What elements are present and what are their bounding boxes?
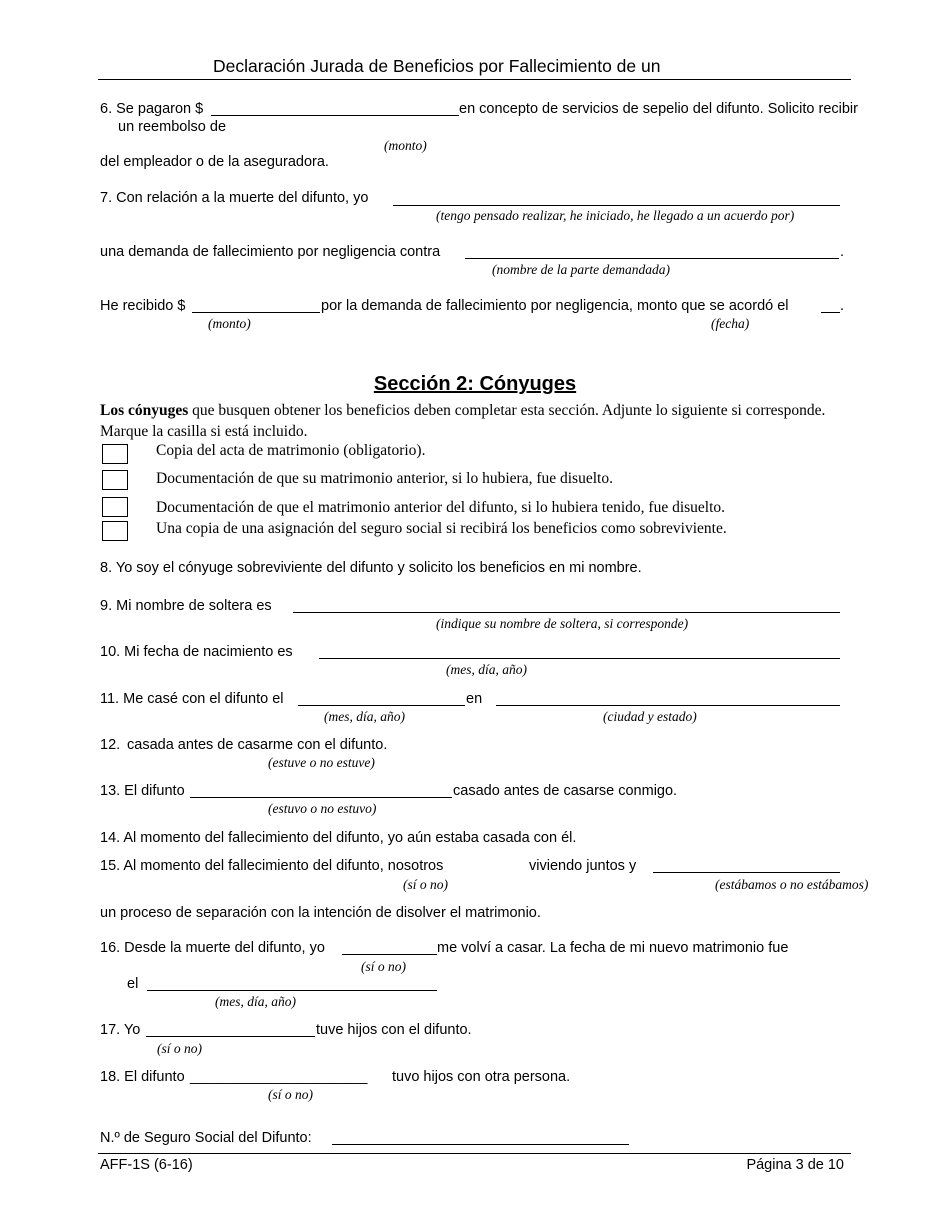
- q6-caption: (monto): [384, 138, 427, 153]
- q6-label: 6. Se pagaron $: [100, 101, 204, 117]
- q6-text-line2: un reembolso de: [118, 119, 227, 135]
- section-intro-rest: que busquen obtener los beneficios deben completar esta sección. Adjunte lo siguiente si corresponde.: [188, 402, 826, 419]
- page-title: Declaración Jurada de Beneficios por Fallecimiento de un: [213, 56, 661, 76]
- q9-maiden-name-field[interactable]: [293, 612, 840, 613]
- q14-text: 14. Al momento del fallecimiento del difunto, yo aún estaba casada con él.: [100, 830, 577, 846]
- form-id: AFF-1S (6-16): [100, 1157, 193, 1173]
- q9-caption: (indique su nombre de soltera, si corresponde): [436, 616, 689, 631]
- q7-lawsuit-label: una demanda de fallecimiento por negligencia contra: [100, 244, 441, 260]
- q11-caption2: (ciudad y estado): [603, 709, 697, 724]
- q7-label: 7. Con relación a la muerte del difunto, yo: [100, 190, 369, 206]
- q7-period: .: [840, 244, 845, 260]
- q7-action-field[interactable]: [393, 205, 840, 206]
- checkbox-social-security-award[interactable]: [102, 521, 128, 541]
- q13-field[interactable]: [190, 797, 452, 798]
- q11-caption1: (mes, día, año): [324, 709, 405, 724]
- checklist-item: Copia del acta de matrimonio (obligatorio).: [156, 442, 426, 459]
- q18-label: 18. El difunto: [100, 1069, 185, 1085]
- q7-period2: .: [840, 298, 845, 314]
- q7-date-field[interactable]: [821, 312, 840, 313]
- q16-caption1: (sí o no): [361, 959, 406, 974]
- q12-number: 12.: [100, 737, 121, 753]
- q7-caption: (tengo pensado realizar, he iniciado, he llegado a un acuerdo por): [436, 208, 795, 223]
- q15-middle: viviendo juntos y: [529, 858, 637, 874]
- section-intro-line2: Marque la casilla si está incluido.: [100, 423, 308, 440]
- q7-received-amount-field[interactable]: [192, 312, 320, 313]
- q6-text: en concepto de servicios de sepelio del difunto. Solicito recibir: [459, 101, 858, 117]
- q12-caption: (estuve o no estuve): [268, 755, 375, 770]
- ssn-field[interactable]: [332, 1144, 629, 1145]
- q16-line2-label: el: [127, 976, 139, 992]
- checklist-item: Documentación de que su matrimonio anterior, si lo hubiera, fue disuelto.: [156, 470, 613, 487]
- q17-text: tuve hijos con el difunto.: [316, 1022, 472, 1038]
- q6-text-line3: del empleador o de la aseguradora.: [100, 154, 329, 170]
- section-intro-bold: Los cónyuges: [100, 402, 189, 419]
- q7-defendant-field[interactable]: [465, 258, 839, 259]
- checklist-item: Una copia de una asignación del seguro social si recibirá los beneficios como sobreviviente.: [156, 520, 727, 537]
- q16-new-marriage-date-field[interactable]: [147, 990, 437, 991]
- q7-caption3a: (monto): [208, 316, 251, 331]
- checkbox-deceased-prior-marriage[interactable]: [102, 497, 128, 517]
- q17-caption: (sí o no): [157, 1041, 202, 1056]
- q16-remarried-field[interactable]: [342, 954, 437, 955]
- q17-label: 17. Yo: [100, 1022, 141, 1038]
- checklist-item: Documentación de que el matrimonio anterior del difunto, si lo hubiera tenido, fue disuelto.: [156, 499, 726, 516]
- q7-caption3b: (fecha): [711, 316, 750, 331]
- q17-field[interactable]: [146, 1036, 315, 1037]
- footer-divider: [98, 1153, 851, 1154]
- checkbox-marriage-certificate[interactable]: [102, 444, 128, 464]
- q16-label: 16. Desde la muerte del difunto, yo: [100, 940, 325, 956]
- q18-caption: (sí o no): [268, 1087, 313, 1102]
- header-divider: [98, 79, 851, 80]
- q15-text-line2: un proceso de separación con la intención de disolver el matrimonio.: [100, 905, 541, 921]
- q12-text: casada antes de casarme con el difunto.: [127, 737, 388, 753]
- q15-caption1: (sí o no): [403, 877, 448, 892]
- q11-marriage-date-field[interactable]: [298, 705, 465, 706]
- section-title: Sección 2: Cónyuges: [373, 373, 577, 395]
- q10-caption: (mes, día, año): [446, 662, 527, 677]
- q8-text: 8. Yo soy el cónyuge sobreviviente del difunto y solicito los beneficios en mi nombre.: [100, 560, 642, 576]
- q10-label: 10. Mi fecha de nacimiento es: [100, 644, 293, 660]
- q13-label: 13. El difunto: [100, 783, 185, 799]
- q6-amount-field[interactable]: [211, 115, 459, 116]
- q18-text: tuvo hijos con otra persona.: [392, 1069, 571, 1085]
- q15-label: 15. Al momento del fallecimiento del difunto, nosotros: [100, 858, 444, 874]
- q7-caption2: (nombre de la parte demandada): [492, 262, 670, 277]
- section-intro: [100, 402, 825, 420]
- q16-caption2: (mes, día, año): [215, 994, 296, 1009]
- q18-field[interactable]: ______________________: [190, 1069, 368, 1085]
- q7-received-label: He recibido $: [100, 298, 186, 314]
- q9-label: 9. Mi nombre de soltera es: [100, 598, 272, 614]
- q13-text: casado antes de casarse conmigo.: [453, 783, 678, 799]
- q11-city-state-field[interactable]: [496, 705, 840, 706]
- q11-middle: en: [466, 691, 483, 707]
- q11-label: 11. Me casé con el difunto el: [100, 691, 284, 707]
- q10-birthdate-field[interactable]: [319, 658, 840, 659]
- checkbox-prior-marriage-dissolved[interactable]: [102, 470, 128, 490]
- q13-caption: (estuvo o no estuvo): [268, 801, 377, 816]
- ssn-label: N.º de Seguro Social del Difunto:: [100, 1130, 312, 1146]
- q7-received-text: por la demanda de fallecimiento por negligencia, monto que se acordó el: [321, 298, 789, 314]
- q16-text: me volví a casar. La fecha de mi nuevo matrimonio fue: [437, 940, 789, 956]
- q15-caption2: (estábamos o no estábamos): [715, 877, 869, 892]
- q15-separation-field[interactable]: [653, 872, 840, 873]
- page-number: Página 3 de 10: [746, 1157, 844, 1173]
